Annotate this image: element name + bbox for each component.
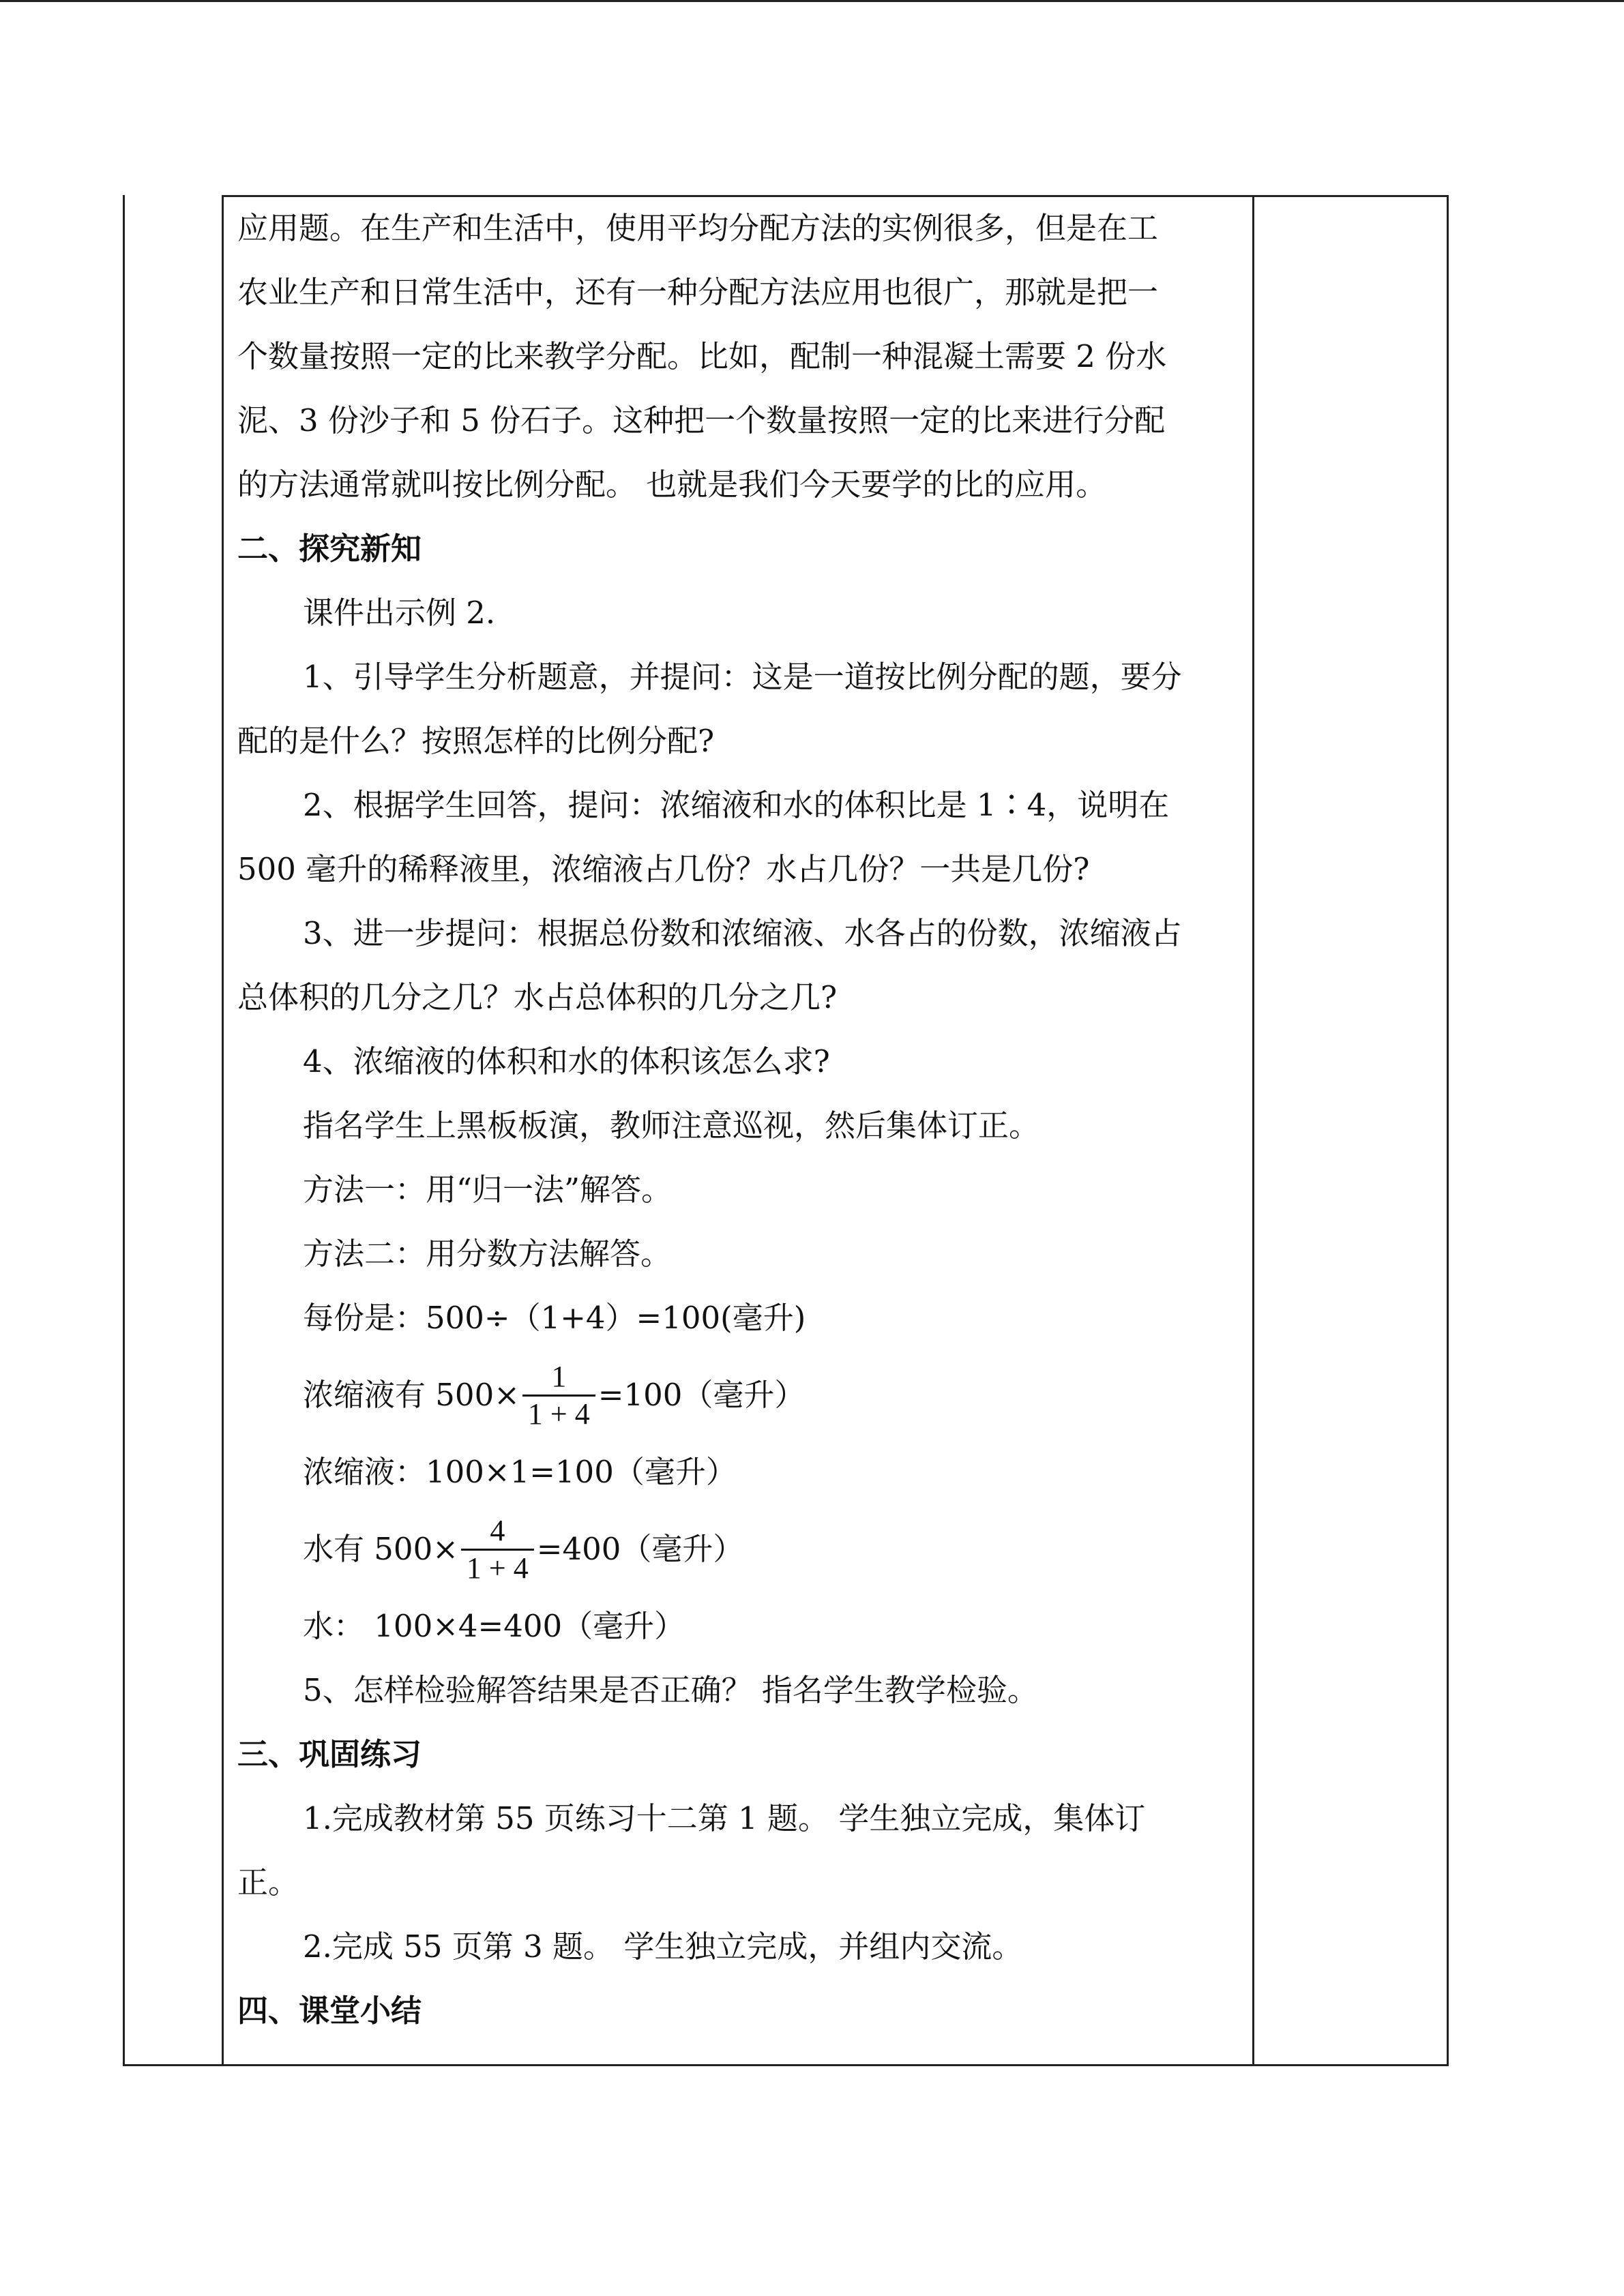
text-line: 课件出示例 2. [303, 595, 496, 631]
fraction-equation-water [237, 1504, 1250, 1594]
text-line: 正。 [237, 1864, 299, 1900]
text-line: 5、怎样检验解答结果是否正确？ 指名学生教学检验。 [303, 1672, 1038, 1708]
equation-prefix: 水有 500× [303, 1531, 458, 1567]
fraction-equation-concentrate [237, 1350, 1250, 1440]
text-line: 4、浓缩液的体积和水的体积该怎么求? [303, 1043, 830, 1079]
table-column-divider-right [1252, 195, 1254, 2064]
text-line: 方法二：用分数方法解答。 [303, 1236, 672, 1272]
text-line: 泥、3 份沙子和 5 份石子。这种把一个数量按照一定的比来进行分配 [237, 402, 1166, 438]
text-line: 农业生产和日常生活中，还有一种分配方法应用也很广，那就是把一 [237, 274, 1159, 310]
text-line: 2.完成 55 页第 3 题。 学生独立完成，并组内交流。 [303, 1928, 1023, 1965]
fraction [461, 1513, 534, 1586]
equation-prefix: 浓缩液有 500× [303, 1377, 520, 1413]
text-line: 500 毫升的稀释液里，浓缩液占几份？水占几份？一共是几份? [237, 851, 1090, 887]
fraction-numerator: 4 [490, 1513, 505, 1547]
fraction [522, 1359, 595, 1432]
text-line: 方法一：用“归一法”解答。 [303, 1172, 673, 1208]
text-line: 浓缩液：100×1=100（毫升） [303, 1454, 737, 1490]
table-column-divider-left [222, 195, 224, 2064]
text-line: 总体积的几分之几？水占总体积的几分之几? [237, 979, 838, 1015]
text-line: 2、根据学生回答，提问：浓缩液和水的体积比是 1∶4，说明在 [303, 787, 1170, 823]
text-line: 的方法通常就叫按比例分配。 也就是我们今天要学的比的应用。 [237, 466, 1107, 503]
fraction-denominator: 1 + 4 [522, 1395, 595, 1432]
text-line: 应用题。在生产和生活中，使用平均分配方法的实例很多，但是在工 [237, 210, 1159, 246]
equation-suffix: =400（毫升） [536, 1531, 744, 1567]
equation-suffix: =100（毫升） [597, 1377, 806, 1413]
text-line: 3、进一步提问：根据总份数和浓缩液、水各占的份数，浓缩液占 [303, 915, 1182, 951]
text-line: 个数量按照一定的比来教学分配。比如，配制一种混凝土需要 2 份水 [237, 338, 1167, 374]
section-heading-explore: 二、探究新知 [237, 531, 422, 567]
text-line: 配的是什么？按照怎样的比例分配? [237, 723, 715, 759]
text-line: 1.完成教材第 55 页练习十二第 1 题。 学生独立完成，集体订 [303, 1800, 1146, 1836]
section-heading-summary: 四、课堂小结 [237, 1993, 422, 2029]
section-heading-practice: 三、巩固练习 [237, 1736, 422, 1772]
text-line: 1、引导学生分析题意，并提问：这是一道按比例分配的题，要分 [303, 659, 1182, 695]
text-line: 每份是：500÷（1+4）=100(毫升) [303, 1300, 806, 1336]
text-line: 水： 100×4=400（毫升） [303, 1608, 685, 1644]
text-line: 指名学生上黑板板演，教师注意巡视，然后集体订正。 [303, 1107, 1040, 1144]
fraction-numerator: 1 [551, 1359, 567, 1393]
fraction-denominator: 1 + 4 [461, 1549, 534, 1586]
teaching-process-cell [237, 196, 1250, 2043]
page-top-border [0, 0, 1624, 2]
